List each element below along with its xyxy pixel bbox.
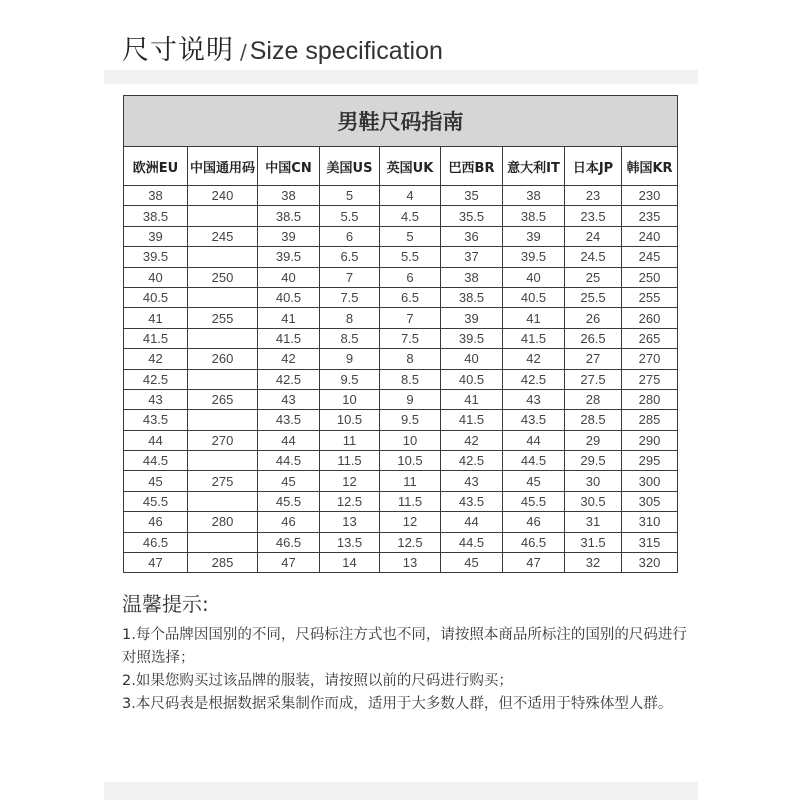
table-row [124, 451, 678, 471]
table-cell: 285 [622, 410, 678, 430]
table-cell: 6 [320, 226, 380, 246]
table-cell: 43 [503, 389, 565, 409]
table-cell: 46 [258, 512, 320, 532]
table-cell: 270 [622, 349, 678, 369]
table-cell: 38 [503, 186, 565, 206]
table-cell [188, 247, 258, 267]
table-cell: 5 [320, 186, 380, 206]
table-cell: 37 [441, 247, 503, 267]
tips-title: 温馨提示: [122, 592, 209, 616]
table-cell: 260 [188, 349, 258, 369]
table-cell: 7.5 [380, 328, 441, 348]
table-cell: 43 [258, 389, 320, 409]
table-cell: 5 [380, 226, 441, 246]
table-cell: 23.5 [565, 206, 622, 226]
table-cell: 43.5 [503, 410, 565, 430]
table-cell: 38.5 [503, 206, 565, 226]
column-header: 巴西BR [441, 147, 503, 186]
tips-list [122, 624, 692, 716]
table-cell: 6.5 [320, 247, 380, 267]
table-cell: 295 [622, 451, 678, 471]
table-cell: 28 [565, 389, 622, 409]
table-cell: 13.5 [320, 532, 380, 552]
table-cell: 310 [622, 512, 678, 532]
table-cell: 280 [622, 389, 678, 409]
table-cell: 44 [124, 430, 188, 450]
table-cell: 265 [188, 389, 258, 409]
page-title-cn: 尺寸说明 [122, 35, 234, 66]
table-cell: 43.5 [124, 410, 188, 430]
table-cell: 275 [188, 471, 258, 491]
table-cell: 45 [124, 471, 188, 491]
table-cell [188, 287, 258, 307]
table-cell: 41 [258, 308, 320, 328]
table-cell: 38 [441, 267, 503, 287]
table-cell: 38 [258, 186, 320, 206]
table-cell: 47 [258, 553, 320, 573]
table-cell: 44 [258, 430, 320, 450]
table-cell: 43 [124, 389, 188, 409]
table-cell: 40.5 [258, 287, 320, 307]
column-header: 日本JP [565, 147, 622, 186]
table-cell: 35.5 [441, 206, 503, 226]
table-cell: 23 [565, 186, 622, 206]
table-cell: 29 [565, 430, 622, 450]
table-cell: 7 [380, 308, 441, 328]
column-header: 欧洲EU [124, 147, 188, 186]
table-caption: 男鞋尺码指南 [124, 96, 678, 147]
column-header: 美国US [320, 147, 380, 186]
page-header [122, 28, 443, 68]
table-cell: 240 [622, 226, 678, 246]
table-cell: 44.5 [124, 451, 188, 471]
table-cell: 44.5 [441, 532, 503, 552]
table-cell: 40 [124, 267, 188, 287]
table-cell: 10.5 [380, 451, 441, 471]
header-divider-bar [104, 70, 698, 84]
table-cell: 41 [503, 308, 565, 328]
table-cell: 260 [622, 308, 678, 328]
table-row [124, 491, 678, 511]
table-cell: 11.5 [320, 451, 380, 471]
column-header: 韩国KR [622, 147, 678, 186]
table-cell: 38.5 [124, 206, 188, 226]
table-cell: 250 [622, 267, 678, 287]
table-row [124, 410, 678, 430]
table-cell: 39.5 [441, 328, 503, 348]
table-cell: 13 [380, 553, 441, 573]
table-row [124, 369, 678, 389]
table-cell: 285 [188, 553, 258, 573]
table-cell: 32 [565, 553, 622, 573]
table-cell: 38.5 [258, 206, 320, 226]
table-cell: 24 [565, 226, 622, 246]
table-cell: 235 [622, 206, 678, 226]
table-cell: 41.5 [258, 328, 320, 348]
table-cell: 31.5 [565, 532, 622, 552]
table-cell: 40.5 [441, 369, 503, 389]
table-row [124, 287, 678, 307]
table-cell: 41.5 [124, 328, 188, 348]
table-cell: 9.5 [320, 369, 380, 389]
table-cell: 8.5 [380, 369, 441, 389]
table-row [124, 186, 678, 206]
table-cell: 10 [320, 389, 380, 409]
column-header: 中国CN [258, 147, 320, 186]
tip-item: 1.每个品牌因国别的不同，尺码标注方式也不同，请按照本商品所标注的国别的尺码进行对照选择； [122, 627, 687, 666]
table-row [124, 471, 678, 491]
table-cell: 46.5 [124, 532, 188, 552]
column-header: 意大利IT [503, 147, 565, 186]
table-row [124, 532, 678, 552]
table-cell: 27 [565, 349, 622, 369]
table-cell: 25.5 [565, 287, 622, 307]
table-cell: 45.5 [258, 491, 320, 511]
table-cell: 35 [441, 186, 503, 206]
table-cell: 10.5 [320, 410, 380, 430]
table-cell: 42.5 [503, 369, 565, 389]
table-cell: 45 [503, 471, 565, 491]
table-cell: 12.5 [380, 532, 441, 552]
table-cell: 14 [320, 553, 380, 573]
table-cell: 275 [622, 369, 678, 389]
table-row [124, 430, 678, 450]
table-row [124, 349, 678, 369]
table-row [124, 226, 678, 246]
table-cell: 11.5 [380, 491, 441, 511]
table-cell: 11 [320, 430, 380, 450]
table-cell: 45 [441, 553, 503, 573]
footer-bar [104, 782, 698, 800]
table-cell: 46.5 [503, 532, 565, 552]
table-cell: 39 [503, 226, 565, 246]
table-cell: 12.5 [320, 491, 380, 511]
table-cell: 245 [188, 226, 258, 246]
table-cell: 38.5 [441, 287, 503, 307]
table-cell [188, 532, 258, 552]
column-header: 英国UK [380, 147, 441, 186]
table-cell: 43.5 [258, 410, 320, 430]
table-cell: 8 [320, 308, 380, 328]
table-cell: 46.5 [258, 532, 320, 552]
table-cell: 46 [503, 512, 565, 532]
table-cell: 42 [441, 430, 503, 450]
table-cell: 44.5 [503, 451, 565, 471]
table-cell: 46 [124, 512, 188, 532]
table-body [124, 186, 678, 573]
table-cell: 265 [622, 328, 678, 348]
table-cell: 24.5 [565, 247, 622, 267]
table-cell [188, 491, 258, 511]
table-row [124, 512, 678, 532]
table-cell: 39 [124, 226, 188, 246]
table-cell: 255 [622, 287, 678, 307]
table-cell: 41 [124, 308, 188, 328]
table-cell: 42.5 [124, 369, 188, 389]
table-cell: 255 [188, 308, 258, 328]
table-cell: 42 [258, 349, 320, 369]
table-cell: 240 [188, 186, 258, 206]
table-cell: 31 [565, 512, 622, 532]
table-cell: 44 [441, 512, 503, 532]
table-cell: 7 [320, 267, 380, 287]
table-cell: 28.5 [565, 410, 622, 430]
table-cell: 42.5 [441, 451, 503, 471]
table-cell: 36 [441, 226, 503, 246]
table-cell: 4 [380, 186, 441, 206]
title-separator: / [240, 40, 247, 64]
table-cell: 40.5 [503, 287, 565, 307]
table-cell: 42 [124, 349, 188, 369]
column-header: 中国通用码 [188, 147, 258, 186]
table-cell: 30 [565, 471, 622, 491]
table-cell: 5.5 [320, 206, 380, 226]
table-cell: 320 [622, 553, 678, 573]
table-cell: 12 [320, 471, 380, 491]
table-cell [188, 451, 258, 471]
table-cell: 39 [441, 308, 503, 328]
table-cell: 10 [380, 430, 441, 450]
table-cell: 45.5 [124, 491, 188, 511]
table-cell: 25 [565, 267, 622, 287]
table-cell [188, 328, 258, 348]
table-cell: 47 [503, 553, 565, 573]
table-cell: 250 [188, 267, 258, 287]
table-cell: 315 [622, 532, 678, 552]
table-cell: 39.5 [503, 247, 565, 267]
table-cell: 9 [380, 389, 441, 409]
table-header-row [124, 147, 678, 186]
table-row [124, 328, 678, 348]
table-cell: 40 [503, 267, 565, 287]
tip-item: 2.如果您购买过该品牌的服装，请按照以前的尺码进行购买； [122, 673, 513, 689]
table-cell: 300 [622, 471, 678, 491]
table-cell: 43 [441, 471, 503, 491]
table-row [124, 267, 678, 287]
table-cell: 29.5 [565, 451, 622, 471]
table-cell: 230 [622, 186, 678, 206]
table-row [124, 553, 678, 573]
table-cell: 27.5 [565, 369, 622, 389]
table-cell: 39 [258, 226, 320, 246]
table-cell: 45 [258, 471, 320, 491]
table-cell: 30.5 [565, 491, 622, 511]
table-cell: 290 [622, 430, 678, 450]
table-cell: 7.5 [320, 287, 380, 307]
table-cell: 26.5 [565, 328, 622, 348]
table-cell: 39.5 [124, 247, 188, 267]
table-cell: 45.5 [503, 491, 565, 511]
table-row [124, 389, 678, 409]
table-cell: 26 [565, 308, 622, 328]
table-cell: 9 [320, 349, 380, 369]
table-cell: 4.5 [380, 206, 441, 226]
table-cell: 245 [622, 247, 678, 267]
table-cell: 44.5 [258, 451, 320, 471]
table-cell: 12 [380, 512, 441, 532]
table-cell [188, 369, 258, 389]
table-cell: 270 [188, 430, 258, 450]
table-cell: 40.5 [124, 287, 188, 307]
table-cell: 11 [380, 471, 441, 491]
table-cell: 5.5 [380, 247, 441, 267]
table-cell: 305 [622, 491, 678, 511]
table-cell: 280 [188, 512, 258, 532]
table-row [124, 308, 678, 328]
table-cell: 39.5 [258, 247, 320, 267]
table-cell: 6 [380, 267, 441, 287]
table-cell: 38 [124, 186, 188, 206]
table-cell: 40 [441, 349, 503, 369]
table-cell: 8 [380, 349, 441, 369]
table-cell: 41.5 [503, 328, 565, 348]
table-cell: 43.5 [441, 491, 503, 511]
tip-item: 3.本尺码表是根据数据采集制作而成，适用于大多数人群，但不适用于特殊体型人群。 [122, 696, 673, 712]
table-cell [188, 206, 258, 226]
table-cell: 9.5 [380, 410, 441, 430]
table-cell [188, 410, 258, 430]
table-cell: 41 [441, 389, 503, 409]
table-cell: 42.5 [258, 369, 320, 389]
table-cell: 41.5 [441, 410, 503, 430]
table-cell: 47 [124, 553, 188, 573]
table-cell: 42 [503, 349, 565, 369]
table-row [124, 206, 678, 226]
table-cell: 40 [258, 267, 320, 287]
page-title-en: Size specification [249, 37, 443, 65]
table-cell: 8.5 [320, 328, 380, 348]
size-chart-table [123, 95, 678, 573]
table-cell: 6.5 [380, 287, 441, 307]
table-row [124, 247, 678, 267]
table-cell: 13 [320, 512, 380, 532]
table-cell: 44 [503, 430, 565, 450]
